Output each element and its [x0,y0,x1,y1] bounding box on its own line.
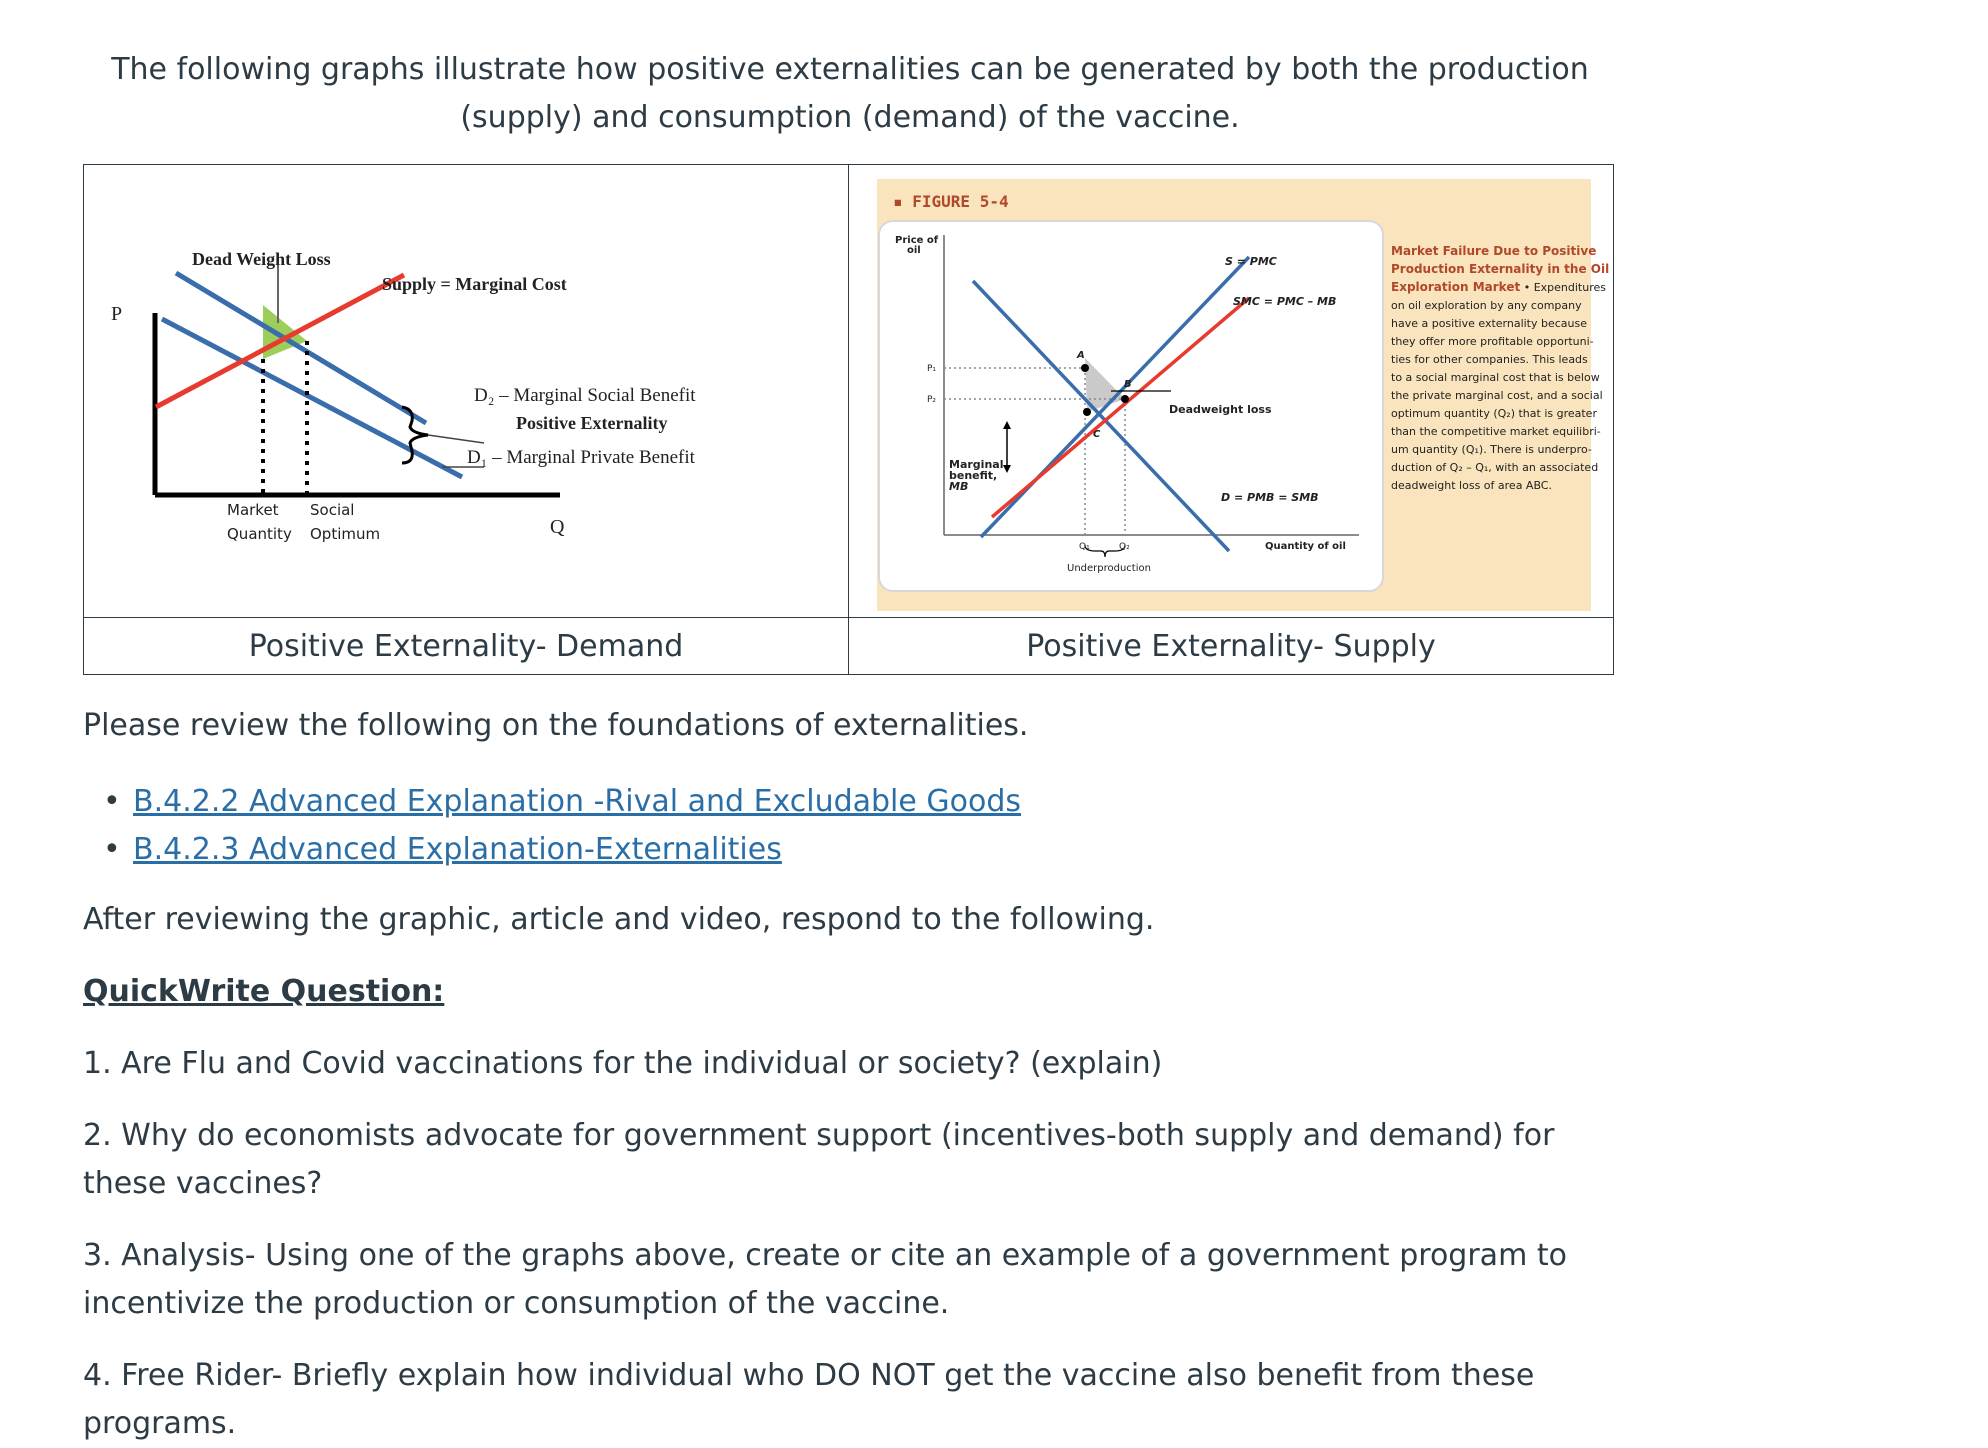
side-caption-line: they offer more profitable opportuni- [1391,335,1594,348]
demand-supply-label: Supply = Marginal Cost [382,274,567,294]
side-caption-line: have a positive externality because [1391,317,1588,330]
link-externalities[interactable]: B.4.2.3 Advanced Explanation-Externalities [133,832,782,867]
side-caption-line: ties for other companies. This leads [1391,353,1588,366]
list-item [83,778,1021,826]
point-c-label: C [1093,429,1101,440]
list-item [83,826,1021,874]
intro-text: The following graphs illustrate how positive externalities can be generated by both the production (supply) and consumption (demand) of the vaccine. [111,52,1589,135]
side-caption-line: to a social marginal cost that is below [1391,371,1600,384]
after-text: After reviewing the graphic, article and video, respond to the following. [83,902,1155,937]
p2-label: P₂ [927,395,937,405]
side-caption-line: um quantity (Q₁). There is underpro- [1391,443,1592,456]
question-4: 4. Free Rider- Briefly explain how individual who DO NOT get the vaccine also benefit from these programs. [83,1358,1535,1441]
y-axis-label-2: oil [907,245,921,256]
point-a-dot [1081,364,1089,372]
side-caption-line: optimum quantity (Q₂) that is greater [1391,407,1597,420]
side-title-3: Exploration Market [1391,280,1521,294]
question-1: 1. Are Flu and Covid vaccinations for the individual or society? (explain) [83,1046,1163,1081]
side-title-3-line [1391,280,1606,294]
side-caption-line: duction of Q₂ – Q₁, with an associated [1391,461,1599,474]
market-sub-label: Quantity [227,525,292,543]
side-caption-line: than the competitive market equilibri- [1391,425,1601,438]
point-b-label: B [1124,379,1132,390]
y-axis-label-1: Price of [895,235,939,246]
side-title-1: Market Failure Due to Positive [1391,244,1597,258]
side-title-2: Production Externality in the Oil [1391,262,1610,276]
question-3: 3. Analysis- Using one of the graphs above, create or cite an example of a government program to incentivize the production or consumption of the vaccine. [83,1238,1567,1321]
supply-graph-cell [849,165,1614,618]
figure-label: ▪ FIGURE 5-4 [893,192,1009,211]
quickwrite-heading: QuickWrite Question: [83,974,445,1009]
d1-label: D₁ – Marginal Private Benefit [467,447,695,468]
x-axis-label: Quantity of oil [1265,541,1346,552]
d2-label: D₂ – Marginal Social Benefit [474,385,696,406]
side-first-tail: • Expenditures [1520,281,1606,294]
question-2: 2. Why do economists advocate for government support (incentives-both supply and demand) for these vaccines? [83,1118,1555,1201]
supply-caption: Positive Externality- Supply [849,618,1614,675]
side-caption-line: the private marginal cost, and a social [1391,389,1603,402]
bullet-icon: • [103,784,121,819]
point-b-dot [1121,395,1129,403]
positive-externality-pointer [428,435,484,443]
social-sub-label: Optimum [310,525,381,543]
mb-label-1: Marginal [949,458,1004,471]
point-a-label: A [1077,350,1085,361]
spmc-label: S = PMC [1225,255,1277,268]
link-rival-excludable-goods[interactable]: B.4.2.2 Advanced Explanation -Rival and Excludable Goods [133,784,1022,819]
point-c-dot [1083,408,1091,416]
mb-label-3: MB [949,480,969,493]
side-caption-lines [1391,299,1603,492]
social-label: Social [310,501,355,519]
demand-caption: Positive Externality- Demand [84,618,849,675]
d1-curve [162,319,462,477]
q1-label: Q₁ [1079,542,1090,552]
review-text: Please review the following on the foundations of externalities. [83,708,1029,743]
p1-label: P₁ [927,364,937,374]
market-label: Market [227,501,279,519]
positive-externality-label: Positive Externality [516,413,668,433]
q2-label: Q₂ [1119,542,1130,552]
mb-label-2: benefit, [949,469,998,482]
figure-table [83,164,1614,675]
demand-label: D = PMB = SMB [1221,491,1319,504]
dwl-label: Deadweight loss [1169,403,1272,416]
supply-graph [849,165,1613,617]
side-caption-line: deadweight loss of area ABC. [1391,479,1552,492]
demand-graph-cell [84,165,849,618]
link-list [83,778,1021,874]
bullet-icon: • [103,832,121,867]
demand-graph [84,165,848,617]
underproduction-label: Underproduction [1067,563,1151,574]
side-caption-line: on oil exploration by any company [1391,299,1582,312]
smc-label: SMC = PMC – MB [1233,295,1337,308]
demand-dwl-label: Dead Weight Loss [192,249,331,269]
price-axis-label: P [111,303,123,325]
quantity-axis-label: Q [550,516,565,538]
